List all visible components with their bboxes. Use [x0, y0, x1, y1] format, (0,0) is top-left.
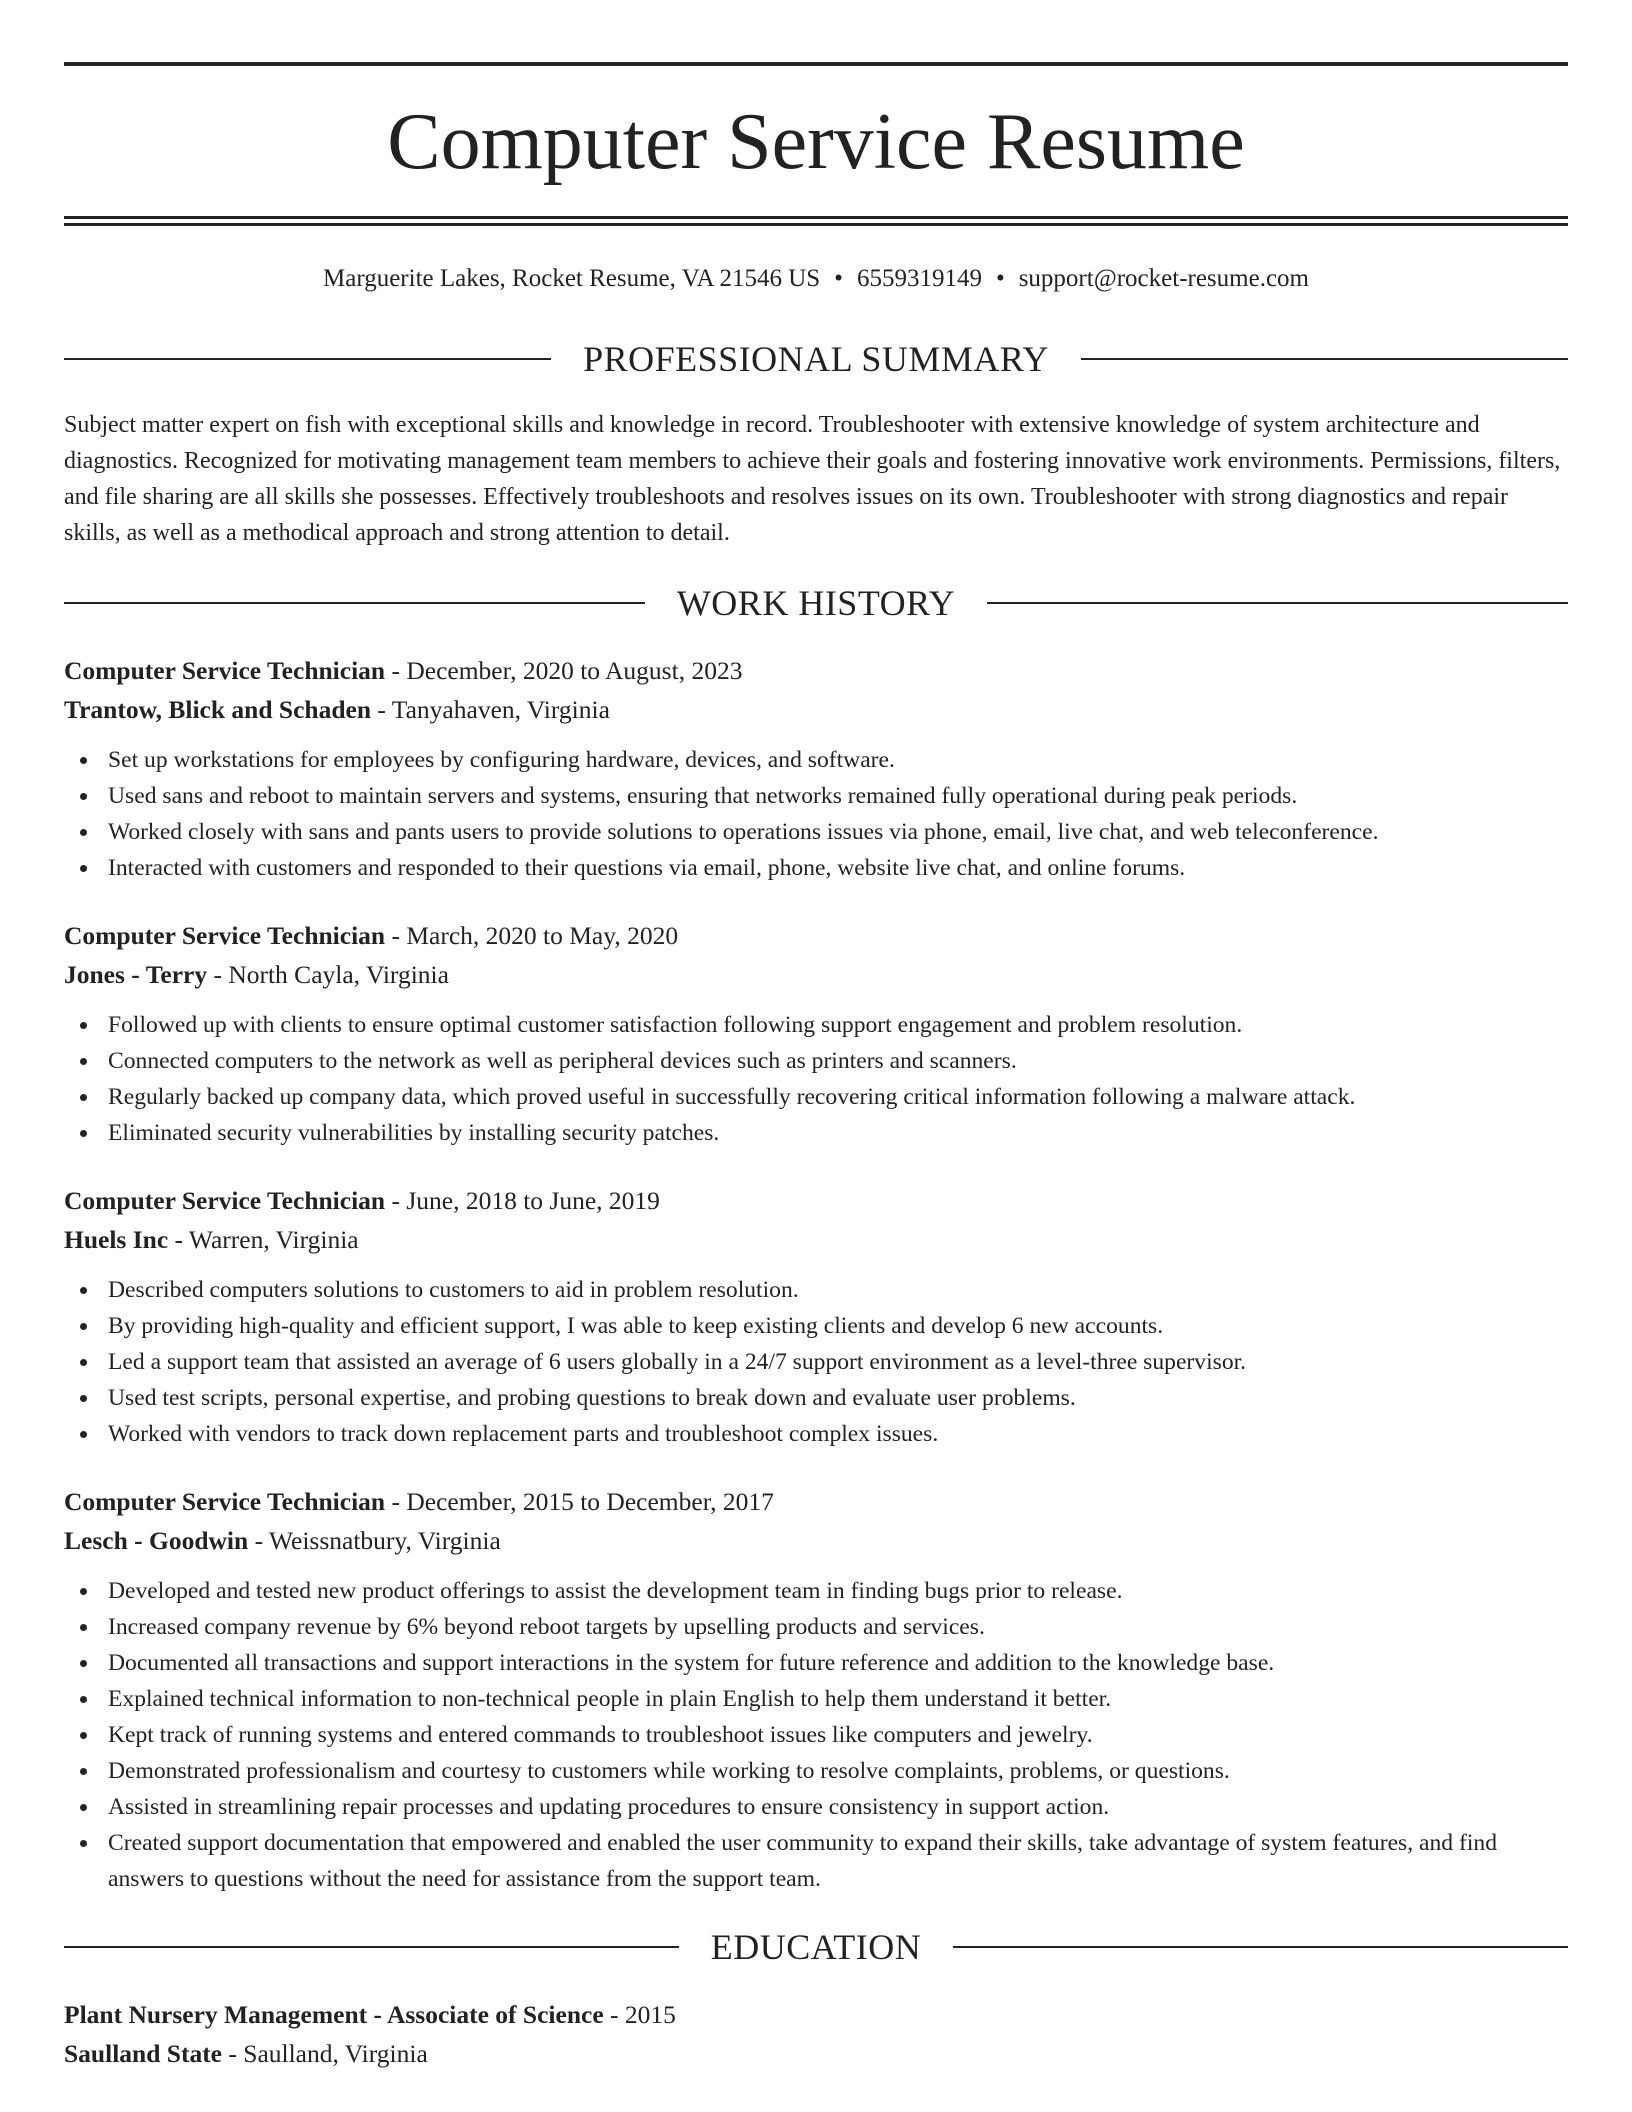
- job-location: - Tanyahaven, Virginia: [371, 695, 610, 724]
- job-bullet: [64, 1645, 1568, 1681]
- job-entry: [64, 651, 1568, 886]
- bullet-dot-icon: [80, 1287, 87, 1294]
- bullet-dot-icon: [80, 1660, 87, 1667]
- job-company: Jones - Terry: [64, 960, 208, 989]
- bullet-dot-icon: [80, 757, 87, 764]
- job-bullet: [64, 778, 1568, 814]
- bullet-dot-icon: [80, 829, 87, 836]
- work-history-heading-label: WORK HISTORY: [676, 583, 956, 623]
- job-bullet-text: Eliminated security vulnerabilities by installing security patches.: [108, 1120, 720, 1146]
- job-title: Computer Service Technician: [64, 1186, 386, 1215]
- job-bullet-text: Followed up with clients to ensure optimal customer satisfaction following support engagement and problem resolution.: [108, 1012, 1243, 1038]
- bullet-dot-icon: [80, 1840, 87, 1847]
- job-bullet: [64, 1573, 1568, 1609]
- job-title: Computer Service Technician: [64, 1487, 386, 1516]
- heading-rule-right: [1081, 358, 1568, 360]
- job-bullet-list: [64, 1272, 1568, 1452]
- job-title-line: [64, 916, 1568, 955]
- bullet-dot-icon: [80, 1323, 87, 1330]
- contact-phone[interactable]: 6559319149: [856, 265, 982, 292]
- bullet-dot-icon: [80, 1624, 87, 1631]
- job-bullet-text: Used test scripts, personal expertise, and probing questions to break down and evaluate user problems.: [108, 1385, 1076, 1411]
- bullet-dot-icon: [80, 1058, 87, 1065]
- job-bullet-text: Used sans and reboot to maintain servers and systems, ensuring that networks remained fully operational during peak periods.: [108, 783, 1298, 809]
- job-title: Computer Service Technician: [64, 921, 386, 950]
- page-title: Computer Service Resume: [387, 98, 1245, 186]
- bullet-dot-icon: [80, 1359, 87, 1366]
- job-bullet-list: [64, 1007, 1568, 1151]
- job-title-line: [64, 1482, 1568, 1521]
- job-bullet: [64, 1272, 1568, 1308]
- job-bullet-text: Interacted with customers and responded to their questions via email, phone, website live chat, and online forums.: [108, 855, 1186, 881]
- job-bullet: [64, 1825, 1568, 1897]
- job-bullet: [64, 1789, 1568, 1825]
- bullet-dot-icon: [80, 1732, 87, 1739]
- heading-rule-right: [987, 602, 1568, 604]
- job-location: - North Cayla, Virginia: [207, 960, 449, 989]
- job-bullet-list: [64, 742, 1568, 886]
- job-title-line: [64, 1181, 1568, 1220]
- bullet-dot-icon: [80, 1022, 87, 1029]
- job-entry: [64, 1181, 1568, 1452]
- job-bullet-list: [64, 1573, 1568, 1897]
- job-bullet: [64, 850, 1568, 886]
- job-bullet-text: By providing high-quality and efficient support, I was able to keep existing clients and develop 6 new accounts.: [108, 1313, 1164, 1339]
- job-entry: [64, 916, 1568, 1151]
- job-bullet: [64, 1115, 1568, 1151]
- job-bullet-text: Described computers solutions to customers to aid in problem resolution.: [108, 1277, 799, 1303]
- job-bullet: [64, 1753, 1568, 1789]
- education-entry: [64, 1995, 1568, 2073]
- bullet-dot-icon: [80, 1395, 87, 1402]
- job-bullet-text: Developed and tested new product offerings to assist the development team in finding bugs prior to release.: [108, 1578, 1123, 1604]
- job-bullet: [64, 1609, 1568, 1645]
- education-degree-line: [64, 1995, 1568, 2034]
- job-company: Lesch - Goodwin: [64, 1526, 249, 1555]
- job-bullet: [64, 742, 1568, 778]
- job-bullet-text: Demonstrated professionalism and courtesy to customers while working to resolve complaints, problems, or questions.: [108, 1758, 1230, 1784]
- job-location: - Weissnatbury, Virginia: [248, 1526, 501, 1555]
- summary-heading-label: PROFESSIONAL SUMMARY: [583, 339, 1049, 379]
- heading-rule-left: [64, 358, 551, 360]
- job-list: [64, 651, 1568, 1897]
- job-bullet: [64, 1416, 1568, 1452]
- job-bullet-text: Created support documentation that empowered and enabled the user community to expand their skills, take advantage of system features, and find answers to questions without the need for assistance from the support team.: [108, 1830, 1497, 1892]
- summary-text: Subject matter expert on fish with exceptional skills and knowledge in record. Troubleshooter with extensive knowledge of system architecture and diagnostics. Recognized for motivating management team members to achieve their goals and fostering innovative work environments. Permissions, filters, and file sharing are all skills she possesses. Effectively troubleshoots and resolves issues on its own. Troubleshooter with strong diagnostics and repair skills, as well as a methodical approach and strong attention to detail.: [64, 412, 1561, 546]
- job-bullet-text: Documented all transactions and support interactions in the system for future reference and addition to the knowledge base.: [108, 1650, 1275, 1676]
- job-bullet-text: Connected computers to the network as well as peripheral devices such as printers and scanners.: [108, 1048, 1017, 1074]
- contact-email[interactable]: support@rocket-resume.com: [1018, 265, 1309, 292]
- contact-address: Marguerite Lakes, Rocket Resume, VA 21546 US: [323, 265, 821, 292]
- job-company-line: [64, 690, 1568, 729]
- job-bullet-text: Worked closely with sans and pants users to provide solutions to operations issues via phone, email, live chat, and web teleconference.: [108, 819, 1379, 845]
- education-school: Saulland State: [64, 2039, 223, 2068]
- job-bullet-text: Increased company revenue by 6% beyond reboot targets by upselling products and services.: [108, 1614, 985, 1640]
- bullet-dot-icon: [80, 793, 87, 800]
- bullet-dot-icon: [80, 1431, 87, 1438]
- job-company-line: [64, 1521, 1568, 1560]
- job-bullet: [64, 1717, 1568, 1753]
- job-location: - Warren, Virginia: [168, 1225, 359, 1254]
- contact-separator: •: [834, 265, 843, 292]
- work-history-heading: [64, 585, 1568, 621]
- job-dates: - March, 2020 to May, 2020: [385, 921, 679, 950]
- job-bullet: [64, 1344, 1568, 1380]
- job-bullet-text: Regularly backed up company data, which proved useful in successfully recovering critical information following a malware attack.: [108, 1084, 1356, 1110]
- bullet-dot-icon: [80, 1094, 87, 1101]
- heading-rule-left: [64, 602, 645, 604]
- job-bullet-text: Explained technical information to non-technical people in plain English to help them understand it better.: [108, 1686, 1112, 1712]
- job-bullet: [64, 1308, 1568, 1344]
- education-heading: [64, 1929, 1568, 1965]
- job-bullet-text: Led a support team that assisted an average of 6 users globally in a 24/7 support environment as a level-three supervisor.: [108, 1349, 1247, 1375]
- education-degree: Plant Nursery Management - Associate of Science: [64, 2000, 604, 2029]
- education-heading-label: EDUCATION: [710, 1927, 922, 1967]
- job-dates: - December, 2015 to December, 2017: [385, 1487, 774, 1516]
- bullet-dot-icon: [80, 1696, 87, 1703]
- title-double-rule: [64, 216, 1568, 226]
- bullet-dot-icon: [80, 1804, 87, 1811]
- job-company: Trantow, Blick and Schaden: [64, 695, 372, 724]
- job-bullet: [64, 1007, 1568, 1043]
- heading-rule-left: [64, 1946, 679, 1948]
- job-title-line: [64, 651, 1568, 690]
- job-bullet-text: Kept track of running systems and entered commands to troubleshoot issues like computers and jewelry.: [108, 1722, 1093, 1748]
- contact-line: [64, 226, 1568, 291]
- bullet-dot-icon: [80, 1588, 87, 1595]
- job-title: Computer Service Technician: [64, 656, 386, 685]
- job-company: Huels Inc: [64, 1225, 169, 1254]
- bullet-dot-icon: [80, 1768, 87, 1775]
- job-company-line: [64, 1220, 1568, 1259]
- heading-rule-right: [953, 1946, 1568, 1948]
- job-bullet-text: Worked with vendors to track down replacement parts and troubleshoot complex issues.: [108, 1421, 939, 1447]
- job-bullet-text: Set up workstations for employees by configuring hardware, devices, and software.: [108, 747, 895, 773]
- contact-separator: •: [995, 265, 1005, 292]
- job-entry: [64, 1482, 1568, 1897]
- job-bullet: [64, 1043, 1568, 1079]
- education-year: - 2015: [603, 2000, 676, 2029]
- job-bullet: [64, 1380, 1568, 1416]
- job-dates: - June, 2018 to June, 2019: [385, 1186, 660, 1215]
- summary-heading: [64, 341, 1568, 377]
- job-bullet: [64, 814, 1568, 850]
- education-school-line: [64, 2034, 1568, 2073]
- job-bullet: [64, 1079, 1568, 1115]
- job-dates: - December, 2020 to August, 2023: [385, 656, 743, 685]
- job-bullet-text: Assisted in streamlining repair processes and updating procedures to ensure consistency in support action.: [108, 1794, 1110, 1820]
- education-location: - Saulland, Virginia: [222, 2039, 428, 2068]
- job-company-line: [64, 955, 1568, 994]
- job-bullet: [64, 1681, 1568, 1717]
- bullet-dot-icon: [80, 865, 87, 872]
- bullet-dot-icon: [80, 1130, 87, 1137]
